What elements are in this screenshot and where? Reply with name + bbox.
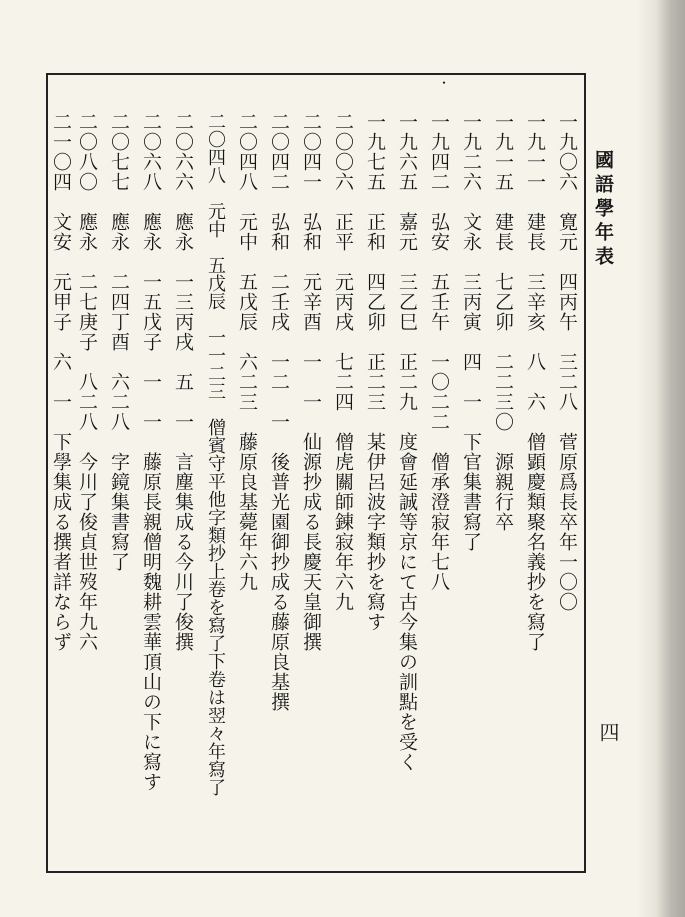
table-row: 二〇〇六 正平 元丙戌 七二四 僧虎關師錬寂年六九 [332,112,354,612]
table-row: 一九四二 弘安 五壬午 一〇二二 僧承澄寂年七八 [428,112,450,592]
table-row: 二〇四二 弘和 二壬戌 一二 一 後普光園御抄成る藤原良基撰 [268,112,290,712]
table-row: 一九七五 正和 四乙卯 正二三 某伊呂波字類抄を寫す [364,112,386,632]
page-edge-shadow [637,0,685,917]
table-row: 二〇四八 元中 五戊辰 一一二三 僧賓守平他字類抄上卷を寫了下卷は翌々年寫了 [205,112,226,796]
table-row: 二〇六八 應永 一五戊子 一 一 藤原長親僧明魏耕雲華頂山の下に寫す [140,112,162,792]
top-mark: ・ [438,76,451,90]
table-row: 一九一一 建長 三辛亥 八 六 僧顕慶類聚名義抄を寫了 [524,112,546,652]
table-row: 一九六五 嘉元 三乙巳 正二九 度會延誠等京にて古今集の訓點を受く [396,112,418,772]
page-number: 四 [596,722,620,742]
table-row: 二一〇四 文安 元甲子 六 一 下學集成る撰者詳ならず [50,112,72,652]
table-row: 一九二六 文永 三丙寅 四 一 下官集書寫了 [460,112,482,552]
table-row: 一九一五 建長 七乙卯 二二三〇 源親行卒 [492,112,514,532]
table-row: 二〇四八 元中 五戊辰 六二三 藤原良基薨年六九 [236,112,258,592]
table-row: 二〇六六 應永 一三丙戌 五 一 言塵集成る今川了俊撰 [172,112,194,652]
table-row: 一九〇六 寛元 四丙午 三二八 菅原爲長卒年一〇〇 [556,112,578,612]
table-row: 二〇七七 應永 二四丁酉 六二八 字鏡集書寫了 [108,112,130,572]
running-title: 國語學年表 [592,150,614,270]
table-row: 二〇八〇 應永 二七庚子 八二八 今川了俊貞世歿年九六 [76,112,98,652]
table-row: 二〇四一 弘和 元辛酉 一 一 仙源抄成る長慶天皇御撰 [300,112,322,652]
